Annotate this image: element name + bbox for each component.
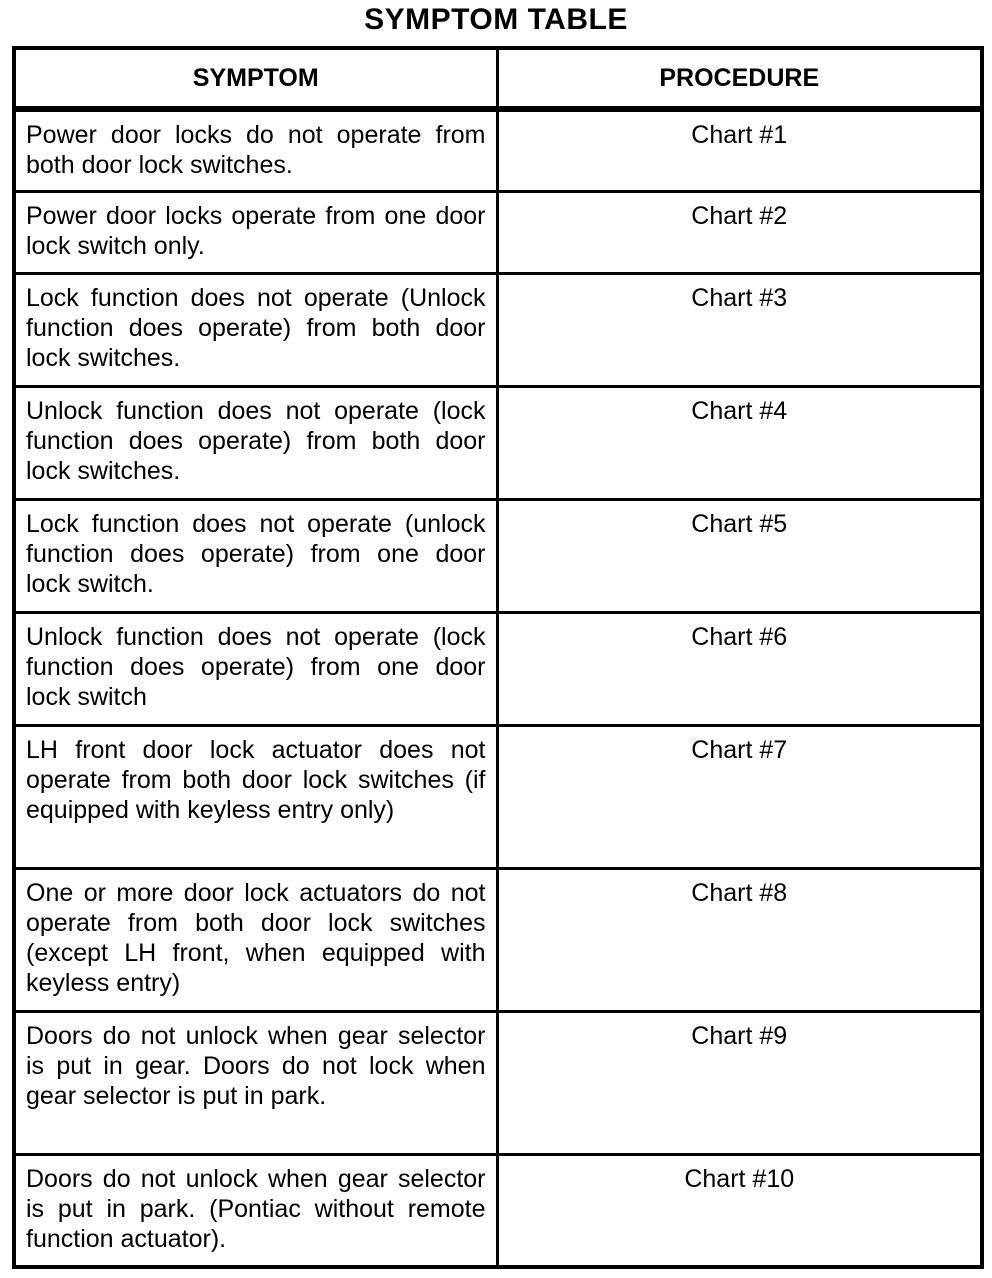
table-row bbox=[14, 109, 982, 191]
symptom-cell: LH front door lock actuator does not operate from both door lock switches (if equipped with keyless entry only) bbox=[14, 725, 497, 868]
symptom-cell: Unlock function does not operate (lock function does operate) from one door lock switch bbox=[14, 612, 497, 725]
procedure-cell: Chart #9 bbox=[497, 1011, 982, 1154]
symptom-cell: Lock function does not operate (unlock function does operate) from one door lock switch. bbox=[14, 499, 497, 612]
table-row bbox=[14, 868, 982, 1011]
symptom-table bbox=[12, 46, 984, 1269]
procedure-cell: Chart #6 bbox=[497, 612, 982, 725]
procedure-cell: Chart #8 bbox=[497, 868, 982, 1011]
table-header-row bbox=[14, 48, 982, 109]
symptom-cell: Power door locks operate from one door lock switch only. bbox=[14, 191, 497, 273]
symptom-cell: Unlock function does not operate (lock function does operate) from both door lock switches. bbox=[14, 386, 497, 499]
table-row bbox=[14, 499, 982, 612]
column-header-procedure: PROCEDURE bbox=[497, 48, 982, 109]
procedure-cell: Chart #3 bbox=[497, 273, 982, 386]
symptom-cell: Power door locks do not operate from both door lock switches. bbox=[14, 109, 497, 191]
table-row bbox=[14, 191, 982, 273]
table-row bbox=[14, 273, 982, 386]
procedure-cell: Chart #5 bbox=[497, 499, 982, 612]
table-row bbox=[14, 1154, 982, 1267]
procedure-cell: Chart #1 bbox=[497, 109, 982, 191]
procedure-cell: Chart #7 bbox=[497, 725, 982, 868]
symptom-cell: Doors do not unlock when gear selector is put in park. (Pontiac without remote function actuator). bbox=[14, 1154, 497, 1267]
table-row bbox=[14, 386, 982, 499]
table-row bbox=[14, 725, 982, 868]
column-header-symptom: SYMPTOM bbox=[14, 48, 497, 109]
symptom-cell: One or more door lock actuators do not operate from both door lock switches (except LH front, when equipped with keyless entry) bbox=[14, 868, 497, 1011]
procedure-cell: Chart #4 bbox=[497, 386, 982, 499]
page-title: SYMPTOM TABLE bbox=[364, 3, 628, 36]
symptom-cell: Doors do not unlock when gear selector is put in gear. Doors do not lock when gear selector is put in park. bbox=[14, 1011, 497, 1154]
table-row bbox=[14, 612, 982, 725]
symptom-cell: Lock function does not operate (Unlock function does operate) from both door lock switches. bbox=[14, 273, 497, 386]
procedure-cell: Chart #2 bbox=[497, 191, 982, 273]
table-row bbox=[14, 1011, 982, 1154]
procedure-cell: Chart #10 bbox=[497, 1154, 982, 1267]
